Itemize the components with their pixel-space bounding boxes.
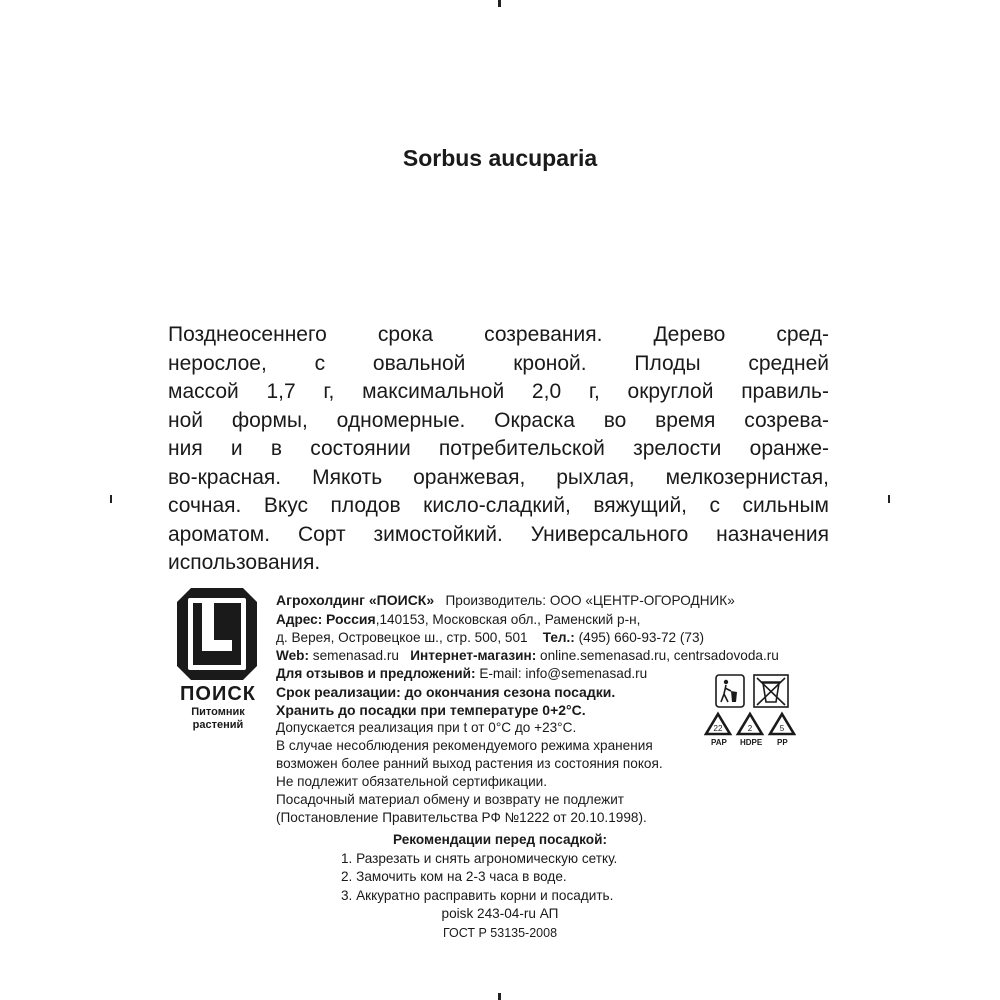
crossed-bin-icon: [754, 675, 788, 707]
storage-warning: возможен более ранний выход растения из состояния покоя.: [276, 756, 663, 771]
species-name: Sorbus aucuparia: [402, 145, 598, 171]
tel-number: (495) 660-93-72 (73): [578, 630, 705, 645]
description-line: во-красная. Мякоть оранжевая, рыхлая, мелкозернистая,: [168, 465, 829, 489]
gost-standard: ГОСТ Р 53135-2008: [442, 925, 558, 940]
recycle-label: PAP: [711, 738, 727, 747]
sale-temp: Допускается реализация при t от 0°С до +23°С.: [276, 720, 577, 735]
recommendation-item: 1. Разрезать и снять агрономическую сетку.: [341, 850, 618, 866]
address-row: [276, 610, 836, 629]
recommendation-item: 2. Замочить ком на 2-3 часа в воде.: [341, 869, 567, 884]
crop-mark-bottom: [498, 993, 501, 1000]
recommendations-title: Рекомендации перед посадкой:: [392, 832, 607, 847]
crop-mark-top: [498, 0, 501, 7]
tidyman-icon: [716, 675, 744, 707]
description-line: ароматом. Сорт зимостойкий. Универсального назначения: [168, 522, 829, 546]
company-row: [276, 591, 836, 610]
web-link[interactable]: semenasad.ru: [312, 648, 399, 663]
description-line: нерослое, с овальной кроной. Плоды средней: [168, 351, 829, 375]
variety-description: [168, 321, 829, 578]
recycle-num: 22: [713, 724, 723, 733]
recycle-num: 5: [779, 724, 785, 733]
address-country: Россия: [326, 611, 376, 627]
shop-label: Интернет-магазин:: [410, 648, 537, 663]
return-note: Посадочный материал обмену и возврату не подлежит: [276, 792, 625, 807]
description-line: массой 1,7 г, максимальной 2,0 г, округлой правиль-: [168, 380, 829, 403]
crop-mark-right: [888, 495, 890, 503]
feedback-email[interactable]: E-mail: info@semenasad.ru: [479, 666, 648, 681]
poisk-emblem-icon: [177, 588, 257, 680]
recycle-pap-icon: [706, 714, 730, 734]
logo-subtitle: Питомник: [191, 706, 245, 718]
product-code: poisk 243-04-ru АП: [441, 906, 559, 921]
recommendation-item: 3. Аккуратно расправить корни и посадить.: [341, 887, 614, 903]
feedback-label: Для отзывов и предложений:: [276, 666, 476, 681]
recycle-hdpe-icon: [738, 714, 762, 734]
return-note: (Постановление Правительства РФ №1222 от 20.10.1998).: [276, 810, 647, 825]
storage-warning: В случае несоблюдения рекомендуемого режима хранения: [276, 738, 653, 753]
shelf-life: Срок реализации: до окончания сезона посадки.: [276, 684, 616, 700]
shop-link[interactable]: online.semenasad.ru, centrsadovoda.ru: [540, 648, 779, 663]
description-line: Позднеосеннего срока созревания. Дерево сред-: [168, 323, 829, 346]
producer: Производитель: ООО «ЦЕНТР-ОГОРОДНИК»: [445, 593, 735, 608]
recycle-label: PP: [777, 738, 788, 747]
logo-brand: ПОИСК: [180, 683, 256, 705]
recycle-label: HDPE: [740, 738, 763, 747]
description-line: сочная. Вкус плодов кисло-сладкий, вяжущий, с сильным: [168, 494, 829, 517]
address-label: Адрес:: [276, 612, 323, 627]
recycle-pp-icon: [770, 714, 794, 734]
tel-label: Тел.:: [542, 630, 575, 645]
certification-note: Не подлежит обязательной сертификации.: [276, 774, 548, 789]
address-text: ,140153, Московская обл., Раменский р-н,: [375, 612, 641, 627]
crop-mark-left: [110, 495, 112, 503]
web-row: [276, 647, 836, 665]
poisk-logo: [170, 588, 266, 732]
address-text-2: д. Верея, Островецкое ш., стр. 500, 501: [276, 630, 528, 645]
description-line: использования.: [168, 551, 321, 574]
address-row-2: [276, 629, 836, 647]
storage-temp: Хранить до посадки при температуре 0+2°С.: [276, 702, 586, 718]
description-line: ния и в состоянии потребительской зрелости оранже-: [168, 437, 829, 460]
holding-name: Агрохолдинг «ПОИСК»: [276, 592, 435, 608]
planting-recommendations: [0, 831, 1000, 942]
web-label: Web:: [276, 648, 309, 663]
description-line: ной формы, одномерные. Окраска во время созрева-: [168, 408, 829, 432]
recycle-num: 2: [747, 724, 753, 733]
logo-subtitle: растений: [192, 719, 244, 731]
